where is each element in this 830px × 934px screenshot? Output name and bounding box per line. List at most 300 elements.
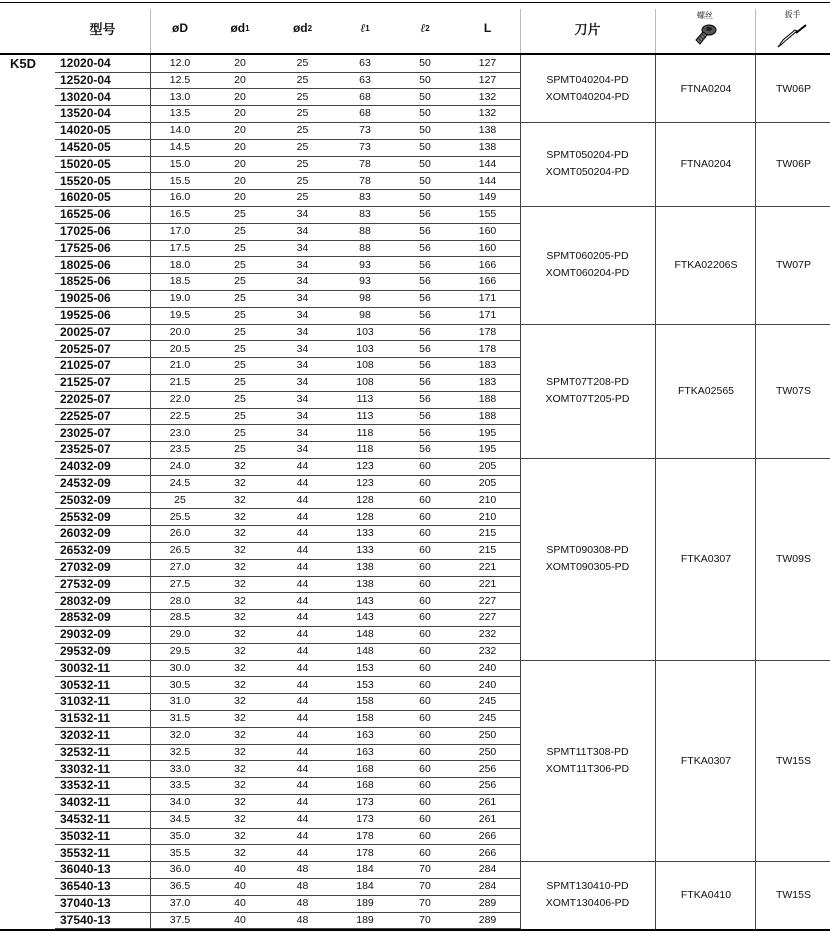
table-row [55, 861, 520, 879]
insert-spmt: SPMT11T308-PD [546, 745, 629, 758]
cell-value: 25 [296, 174, 309, 187]
cell-value: 32 [234, 544, 246, 557]
cell-value: 34 [296, 376, 309, 389]
cell-value: 44 [296, 510, 309, 523]
cell-value: 22.5 [169, 409, 191, 422]
cell-value: 284 [478, 863, 497, 876]
cell-value: 44 [296, 460, 309, 473]
cell-value: 266 [478, 846, 497, 859]
cell-value: 30.5 [169, 678, 191, 691]
cell-value: 20 [234, 124, 246, 137]
cell-value: 261 [478, 796, 497, 809]
insert-cell [520, 122, 655, 206]
cell-value: 60 [419, 645, 431, 657]
table-row [55, 794, 520, 812]
cell-value: 20 [234, 157, 246, 170]
cell-value: 60 [419, 628, 431, 641]
cell-value: 32 [234, 829, 246, 842]
model-code: 32032-11 [60, 728, 111, 742]
cell-value: 44 [296, 695, 309, 708]
cell-value: 27.5 [169, 577, 191, 590]
table-row [55, 425, 520, 443]
bottom-rule [0, 929, 830, 931]
cell-value: 138 [478, 141, 497, 153]
wrench-code: TW06P [775, 158, 811, 171]
model-code: 21525-07 [60, 375, 111, 390]
cell-value: 168 [356, 762, 374, 775]
cell-value: 23.0 [169, 426, 191, 439]
table-row [55, 324, 520, 342]
table-row [55, 475, 520, 493]
cell-value: 232 [478, 645, 497, 657]
header-od2 [270, 3, 335, 53]
cell-value: 25 [234, 208, 246, 221]
cell-value: 25 [234, 376, 246, 389]
cell-value: 25 [296, 141, 309, 153]
model-code: 33032-11 [60, 761, 111, 776]
cell-value: 178 [356, 846, 374, 859]
cell-value: 44 [296, 577, 309, 590]
cell-value: 56 [419, 225, 431, 237]
cell-value: 138 [356, 561, 374, 573]
table-row [55, 811, 520, 829]
cell-value: 34 [296, 309, 309, 321]
cell-value: 171 [478, 292, 497, 305]
cell-value: 78 [359, 174, 371, 187]
cell-value: 56 [419, 393, 431, 405]
cell-value: 73 [359, 124, 371, 137]
cell-value: 44 [296, 846, 309, 859]
cell-value: 133 [356, 544, 374, 557]
model-code: 14520-05 [60, 140, 111, 154]
screw-code: FTKA0307 [680, 754, 732, 767]
cell-value: 284 [478, 880, 497, 893]
insert-cell [520, 458, 655, 660]
cell-value: 60 [419, 779, 431, 792]
cell-value: 155 [478, 208, 497, 221]
insert-group [520, 55, 830, 123]
header-model: 型号 [89, 21, 116, 37]
cell-value: 60 [419, 611, 431, 624]
cell-value: 93 [359, 258, 371, 271]
cell-value: 148 [356, 628, 374, 641]
cell-value: 34 [296, 275, 309, 288]
cell-value: 32 [234, 477, 246, 489]
table-row [55, 626, 520, 644]
table-row [55, 458, 520, 476]
cell-value: 68 [359, 107, 371, 120]
cell-value: 26.0 [169, 527, 191, 540]
cell-value: 256 [478, 779, 497, 792]
cell-value: 25 [234, 241, 246, 254]
wrench-code: TW15S [775, 754, 811, 767]
cell-value: 50 [419, 174, 431, 187]
cell-value: 25.5 [169, 510, 191, 523]
screw-code: FTKA0307 [680, 552, 732, 565]
screw-code: FTKA02565 [677, 384, 735, 397]
cell-value: 34.5 [169, 813, 191, 825]
model-code: 34532-11 [60, 812, 111, 826]
model-code: 23525-07 [60, 442, 111, 457]
cell-value: 183 [478, 359, 497, 372]
model-code: 20025-07 [60, 324, 111, 339]
cell-value: 12.5 [169, 73, 191, 86]
cell-value: 103 [356, 325, 374, 338]
cell-value: 63 [359, 73, 371, 86]
table-row [55, 257, 520, 275]
cell-value: 56 [419, 426, 431, 439]
cell-value: 18.0 [169, 258, 191, 271]
header-l1 [335, 3, 395, 53]
model-code: 31032-11 [60, 694, 111, 709]
insert-xomt: XOMT07T205-PD [545, 392, 630, 405]
table-row [55, 744, 520, 762]
header-insert: 刀片 [574, 21, 601, 37]
cell-value: 32 [234, 577, 246, 590]
cell-value: 60 [419, 796, 431, 809]
cell-value: 44 [296, 762, 309, 775]
model-code: 21025-07 [60, 358, 111, 373]
cell-value: 163 [356, 745, 374, 758]
cell-value: 98 [359, 309, 371, 321]
cell-value: 60 [419, 460, 431, 473]
wrench-cell [755, 861, 830, 928]
cell-value: 44 [296, 477, 309, 489]
screw-cell [655, 206, 756, 324]
cell-value: 26.5 [169, 544, 191, 557]
cell-value: 221 [478, 577, 497, 590]
wrench-code: TW07P [775, 258, 811, 271]
cell-value: 149 [478, 191, 497, 204]
cell-value: 16.5 [169, 208, 191, 221]
table-row [55, 727, 520, 745]
table-row [55, 408, 520, 426]
model-code: 35532-11 [60, 845, 111, 860]
cell-value: 56 [419, 208, 431, 221]
cell-value: 20 [234, 174, 246, 187]
cell-value: 60 [419, 729, 431, 741]
model-code: 18525-06 [60, 274, 111, 289]
cell-value: 15.0 [169, 157, 191, 170]
model-code: 25032-09 [60, 492, 111, 507]
cell-value: 83 [359, 208, 371, 221]
cell-value: 32 [234, 779, 246, 792]
cell-value: 40 [234, 863, 246, 876]
cell-value: 23.5 [169, 443, 191, 456]
cell-value: 240 [478, 678, 497, 691]
cell-value: 32 [234, 594, 246, 607]
cell-value: 32 [234, 460, 246, 473]
table-row [55, 525, 520, 543]
cell-value: 44 [296, 645, 309, 657]
cell-value: 44 [296, 493, 309, 506]
model-code: 36040-13 [60, 862, 111, 877]
cell-value: 123 [356, 477, 374, 489]
cell-value: 183 [478, 376, 497, 389]
screw-code: FTNA0204 [680, 158, 732, 171]
cell-value: 184 [356, 863, 374, 876]
model-code: 24032-09 [60, 459, 111, 474]
insert-cell [520, 324, 655, 458]
cell-value: 50 [419, 124, 431, 137]
cell-value: 32 [234, 661, 246, 674]
cell-value: 103 [356, 342, 374, 355]
table-row [55, 223, 520, 241]
cell-value: 56 [419, 258, 431, 271]
cell-value: 158 [356, 712, 374, 725]
cell-value: 44 [296, 779, 309, 792]
cell-value: 25 [234, 342, 246, 355]
cell-value: 32 [234, 846, 246, 859]
table-row [55, 912, 520, 930]
table-row [55, 492, 520, 510]
cell-value: 195 [478, 426, 497, 439]
cell-value: 68 [359, 90, 371, 103]
cell-value: 30.0 [169, 661, 191, 674]
cell-value: 48 [296, 913, 309, 926]
cell-value: 289 [478, 913, 497, 926]
cell-value: 171 [478, 309, 497, 321]
cell-value: 98 [359, 292, 371, 305]
cell-value: 32 [234, 712, 246, 725]
cell-value: 17.0 [169, 225, 191, 237]
cell-value: 108 [356, 376, 374, 389]
model-code: 14020-05 [60, 123, 111, 138]
screw-cell [655, 660, 756, 862]
cell-value: 32 [234, 729, 246, 741]
wrench-code: TW15S [775, 888, 811, 901]
cell-value: 44 [296, 611, 309, 624]
table-row [55, 139, 520, 157]
insert-xomt: XOMT11T306-PD [545, 762, 630, 775]
cell-value: 34 [296, 241, 309, 254]
cell-value: 60 [419, 678, 431, 691]
model-code: 15520-05 [60, 173, 111, 188]
cell-value: 70 [419, 897, 431, 909]
cell-value: 56 [419, 241, 431, 254]
cell-value: 60 [419, 762, 431, 775]
insert-xomt: XOMT060204-PD [545, 266, 630, 279]
cell-value: 33.0 [169, 762, 191, 775]
cell-value: 20.5 [169, 342, 191, 355]
cell-value: 34 [296, 426, 309, 439]
header-screw [655, 3, 755, 53]
header-l2-sub: 2 [425, 23, 430, 33]
cell-value: 70 [419, 880, 431, 893]
insert-cell [520, 206, 655, 324]
cell-value: 32 [234, 561, 246, 573]
model-code: 31532-11 [60, 711, 111, 726]
cell-value: 56 [419, 443, 431, 456]
wrench-code: TW09S [775, 552, 811, 565]
cell-value: 25 [234, 359, 246, 372]
cell-value: 20 [234, 90, 246, 103]
model-code: 22525-07 [60, 408, 111, 423]
cell-value: 144 [478, 157, 497, 170]
cell-value: 178 [478, 325, 497, 338]
cell-value: 44 [296, 678, 309, 691]
cell-value: 108 [356, 359, 374, 372]
screw-cell [655, 122, 756, 206]
cell-value: 40 [234, 913, 246, 926]
cell-value: 22.0 [169, 393, 191, 405]
table-row [55, 206, 520, 224]
insert-spmt: SPMT040204-PD [546, 73, 629, 86]
cell-value: 25 [234, 309, 246, 321]
cell-value: 44 [296, 729, 309, 741]
table-row [55, 55, 520, 73]
cell-value: 50 [419, 73, 431, 86]
cell-value: 32 [234, 645, 246, 657]
cell-value: 25 [296, 73, 309, 86]
cell-value: 25 [296, 90, 309, 103]
model-code: 12520-04 [60, 72, 111, 87]
cell-value: 13.0 [169, 90, 191, 103]
cell-value: 25 [234, 258, 246, 271]
model-code: 13520-04 [60, 106, 111, 121]
cell-value: 70 [419, 913, 431, 926]
table-row [55, 693, 520, 711]
cell-value: 73 [359, 141, 371, 153]
cell-value: 44 [296, 712, 309, 725]
cell-value: 24.0 [169, 460, 191, 473]
cell-value: 63 [359, 57, 371, 69]
screw-cell [655, 458, 756, 660]
table-row [55, 542, 520, 560]
insert-cell [520, 660, 655, 862]
model-code: 36540-13 [60, 879, 111, 894]
cell-value: 32 [234, 628, 246, 641]
model-code: 26532-09 [60, 543, 111, 558]
cell-value: 25 [234, 443, 246, 456]
insert-cell [520, 861, 655, 928]
cell-value: 32 [234, 695, 246, 708]
cell-value: 20 [234, 191, 246, 204]
insert-group [520, 660, 830, 863]
table-row [55, 357, 520, 375]
cell-value: 44 [296, 813, 309, 825]
header-l2 [395, 3, 455, 53]
model-code: 17025-06 [60, 224, 111, 238]
cell-value: 34 [296, 409, 309, 422]
table-row [55, 660, 520, 678]
header-od2-sub: 2 [307, 23, 313, 33]
cell-value: 50 [419, 57, 431, 69]
screw-cell [655, 861, 756, 928]
cell-value: 25 [174, 493, 186, 506]
cell-value: 153 [356, 661, 374, 674]
cell-value: 36.0 [169, 863, 191, 876]
cell-value: 33.5 [169, 779, 191, 792]
cell-value: 34 [296, 342, 309, 355]
cell-value: 21.5 [169, 376, 191, 389]
table-row [55, 441, 520, 459]
model-code: 22025-07 [60, 392, 111, 406]
cell-value: 215 [478, 527, 497, 540]
cell-value: 160 [478, 241, 497, 254]
screw-code: FTKA02206S [674, 258, 738, 271]
cell-value: 205 [478, 460, 497, 473]
model-code: 28032-09 [60, 593, 111, 608]
cell-value: 266 [478, 829, 497, 842]
cell-value: 250 [478, 745, 497, 758]
model-code: 27532-09 [60, 576, 111, 591]
header-od: øD [172, 21, 188, 35]
table-row [55, 895, 520, 913]
model-code: 34032-11 [60, 795, 111, 810]
cell-value: 240 [478, 661, 497, 674]
cell-value: 37.5 [169, 913, 191, 926]
cell-value: 60 [419, 661, 431, 674]
cell-value: 56 [419, 409, 431, 422]
insert-cell [520, 55, 655, 122]
cell-value: 25 [234, 409, 246, 422]
cell-value: 60 [419, 594, 431, 607]
model-code: 27032-09 [60, 560, 111, 574]
cell-value: 15.5 [169, 174, 191, 187]
insert-group [520, 861, 830, 929]
table-row [55, 273, 520, 291]
cell-value: 44 [296, 829, 309, 842]
table-row [55, 156, 520, 174]
cell-value: 144 [478, 174, 497, 187]
cell-value: 160 [478, 225, 497, 237]
cell-value: 32 [234, 611, 246, 624]
cell-value: 32 [234, 813, 246, 825]
cell-value: 48 [296, 863, 309, 876]
cell-value: 60 [419, 712, 431, 725]
cell-value: 256 [478, 762, 497, 775]
cell-value: 25 [296, 57, 309, 69]
cell-value: 32 [234, 527, 246, 540]
model-code: 16020-05 [60, 190, 111, 205]
cell-value: 188 [478, 393, 497, 405]
cell-value: 44 [296, 527, 309, 540]
insert-spmt: SPMT07T208-PD [546, 375, 629, 388]
model-code: 30032-11 [60, 660, 111, 675]
wrench-code: TW06P [775, 82, 811, 95]
screw-icon [692, 23, 718, 47]
insert-group [520, 458, 830, 661]
cell-value: 148 [356, 645, 374, 657]
cell-value: 56 [419, 309, 431, 321]
cell-value: 60 [419, 745, 431, 758]
model-code: 20525-07 [60, 341, 111, 356]
table-row [55, 609, 520, 627]
cell-value: 56 [419, 342, 431, 355]
wrench-cell [755, 660, 830, 862]
cell-value: 210 [478, 493, 497, 506]
cell-value: 143 [356, 594, 374, 607]
cell-value: 153 [356, 678, 374, 691]
cell-value: 44 [296, 544, 309, 557]
insert-xomt: XOMT050204-PD [545, 166, 630, 179]
cell-value: 163 [356, 729, 374, 741]
cell-value: 34 [296, 225, 309, 237]
table-row [55, 828, 520, 846]
insert-spmt: SPMT050204-PD [546, 149, 629, 162]
cell-value: 35.5 [169, 846, 191, 859]
insert-xomt: XOMT130406-PD [545, 896, 630, 909]
table-row [55, 509, 520, 527]
cell-value: 34 [296, 292, 309, 305]
cell-value: 250 [478, 729, 497, 741]
cell-value: 245 [478, 695, 497, 708]
cell-value: 32 [234, 762, 246, 775]
series-label: K5D [10, 56, 37, 71]
cell-value: 20 [234, 73, 246, 86]
cell-value: 132 [478, 107, 497, 120]
